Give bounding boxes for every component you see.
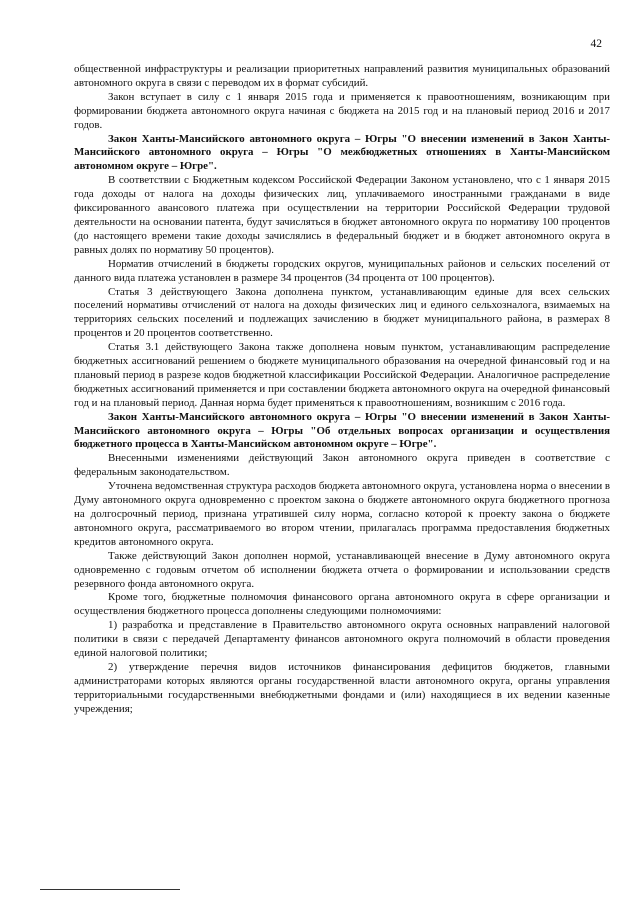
page-number: 42 — [590, 38, 602, 50]
document-body — [74, 63, 610, 717]
paragraph: Кроме того, бюджетные полномочия финансового органа автономного округа в сфере организации и осуществления бюджетного процесса дополнены следующими полномочиями: — [74, 591, 610, 618]
paragraph: Также действующий Закон дополнен нормой, устанавливающей внесение в Думу автономного округа одновременно с годовым отчетом об исполнении бюджета отчета о формировании и использовании средств резервного фонда автономного округа. — [74, 549, 610, 590]
list-item: 1) разработка и представление в Правительство автономного округа основных направлений налоговой политики в связи с передачей Департаменту финансов автономного округа полномочий в области проведения единой налоговой политики; — [74, 619, 610, 660]
footnote-divider — [40, 889, 180, 890]
paragraph: Норматив отчислений в бюджеты городских округов, муниципальных районов и сельских поселений от данного вида платежа установлен в размере 34 процентов (34 процента от 100 процентов). — [74, 257, 610, 284]
paragraph-heading: Закон Ханты-Мансийского автономного округа – Югры "О внесении изменений в Закон Ханты-Мансийского автономного округа – Югры "Об отдельных вопросах организации и осуществления бюджетного процесса в Ханты-Мансийском автономном округе – Югре". — [74, 410, 610, 451]
paragraph: Внесенными изменениями действующий Закон автономного округа приведен в соответствие с федеральным законодательством. — [74, 452, 610, 479]
paragraph: общественной инфраструктуры и реализации приоритетных направлений развития муниципальных образований автономного округа в связи с переводом их в формат субсидий. — [74, 63, 610, 89]
paragraph: Закон вступает в силу с 1 января 2015 года и применяется к правоотношениям, возникающим при формировании бюджета автономного округа начиная с бюджета на 2015 год и на плановый период 2016 и 2017 годов. — [74, 90, 610, 131]
paragraph: Уточнена ведомственная структура расходов бюджета автономного округа, установлена норма о внесении в Думу автономного округа одновременно с проектом закона о бюджете автономного округа бюджетного прогноза на долгосрочный период, признана утратившей силу норма, согласно которой к проекту закона о бюджете автономного округа, рассматриваемого во втором чтении, прилагалась программа предоставления бюджетных кредитов автономного округа. — [74, 480, 611, 548]
paragraph: Статья 3 действующего Закона дополнена пунктом, устанавливающим единые для всех сельских поселений нормативы отчислений от налога на доходы физических лиц и единого сельхозналога, взимаемых на территориях сельских поселений и подлежащих зачислению в бюджет муниципального района, в размерах 8 процентов и 20 процентов соответственно. — [74, 285, 610, 340]
paragraph: В соответствии с Бюджетным кодексом Российской Федерации Законом установлено, что с 1 января 2015 года доходы от налога на доходы физических лиц, уплачиваемого иностранными гражданами в виде фиксированного авансового платежа при осуществлении на территории Российской Федерации трудовой деятельности на основании патента, будут зачисляться в бюджет автономного округа по нормативу 100 процентов (до настоящего времени такие доходы зачислялись в федеральный бюджет и в бюджет автономного округа в равных долях по нормативу 50 процентов). — [74, 174, 610, 256]
paragraph-heading: Закон Ханты-Мансийского автономного округа – Югры "О внесении изменений в Закон Ханты-Мансийского автономного округа – Югры "О межбюджетных отношениях в Ханты-Мансийском автономном округе – Югре". — [74, 132, 610, 173]
paragraph: Статья 3.1 действующего Закона также дополнена новым пунктом, устанавливающим распределение бюджетных ассигнований решением о бюджете муниципального образования на очередной финансовый год и на плановый период в разрезе кодов бюджетной классификации Российской Федерации. Аналогичное распределение бюджетных ассигнований применяется и при составлении бюджета автономного округа на очередной финансовый год и на плановый период. Данная норма будет применяться к правоотношениям, возникшим с 2016 года. — [74, 341, 610, 409]
list-item: 2) утверждение перечня видов источников финансирования дефицитов бюджетов, главными администраторами которых являются органы государственной власти автономного округа, органы управления территориальными государственными внебюджетными фондами и (или) находящиеся в их ведении казенные учреждения; — [74, 660, 610, 715]
